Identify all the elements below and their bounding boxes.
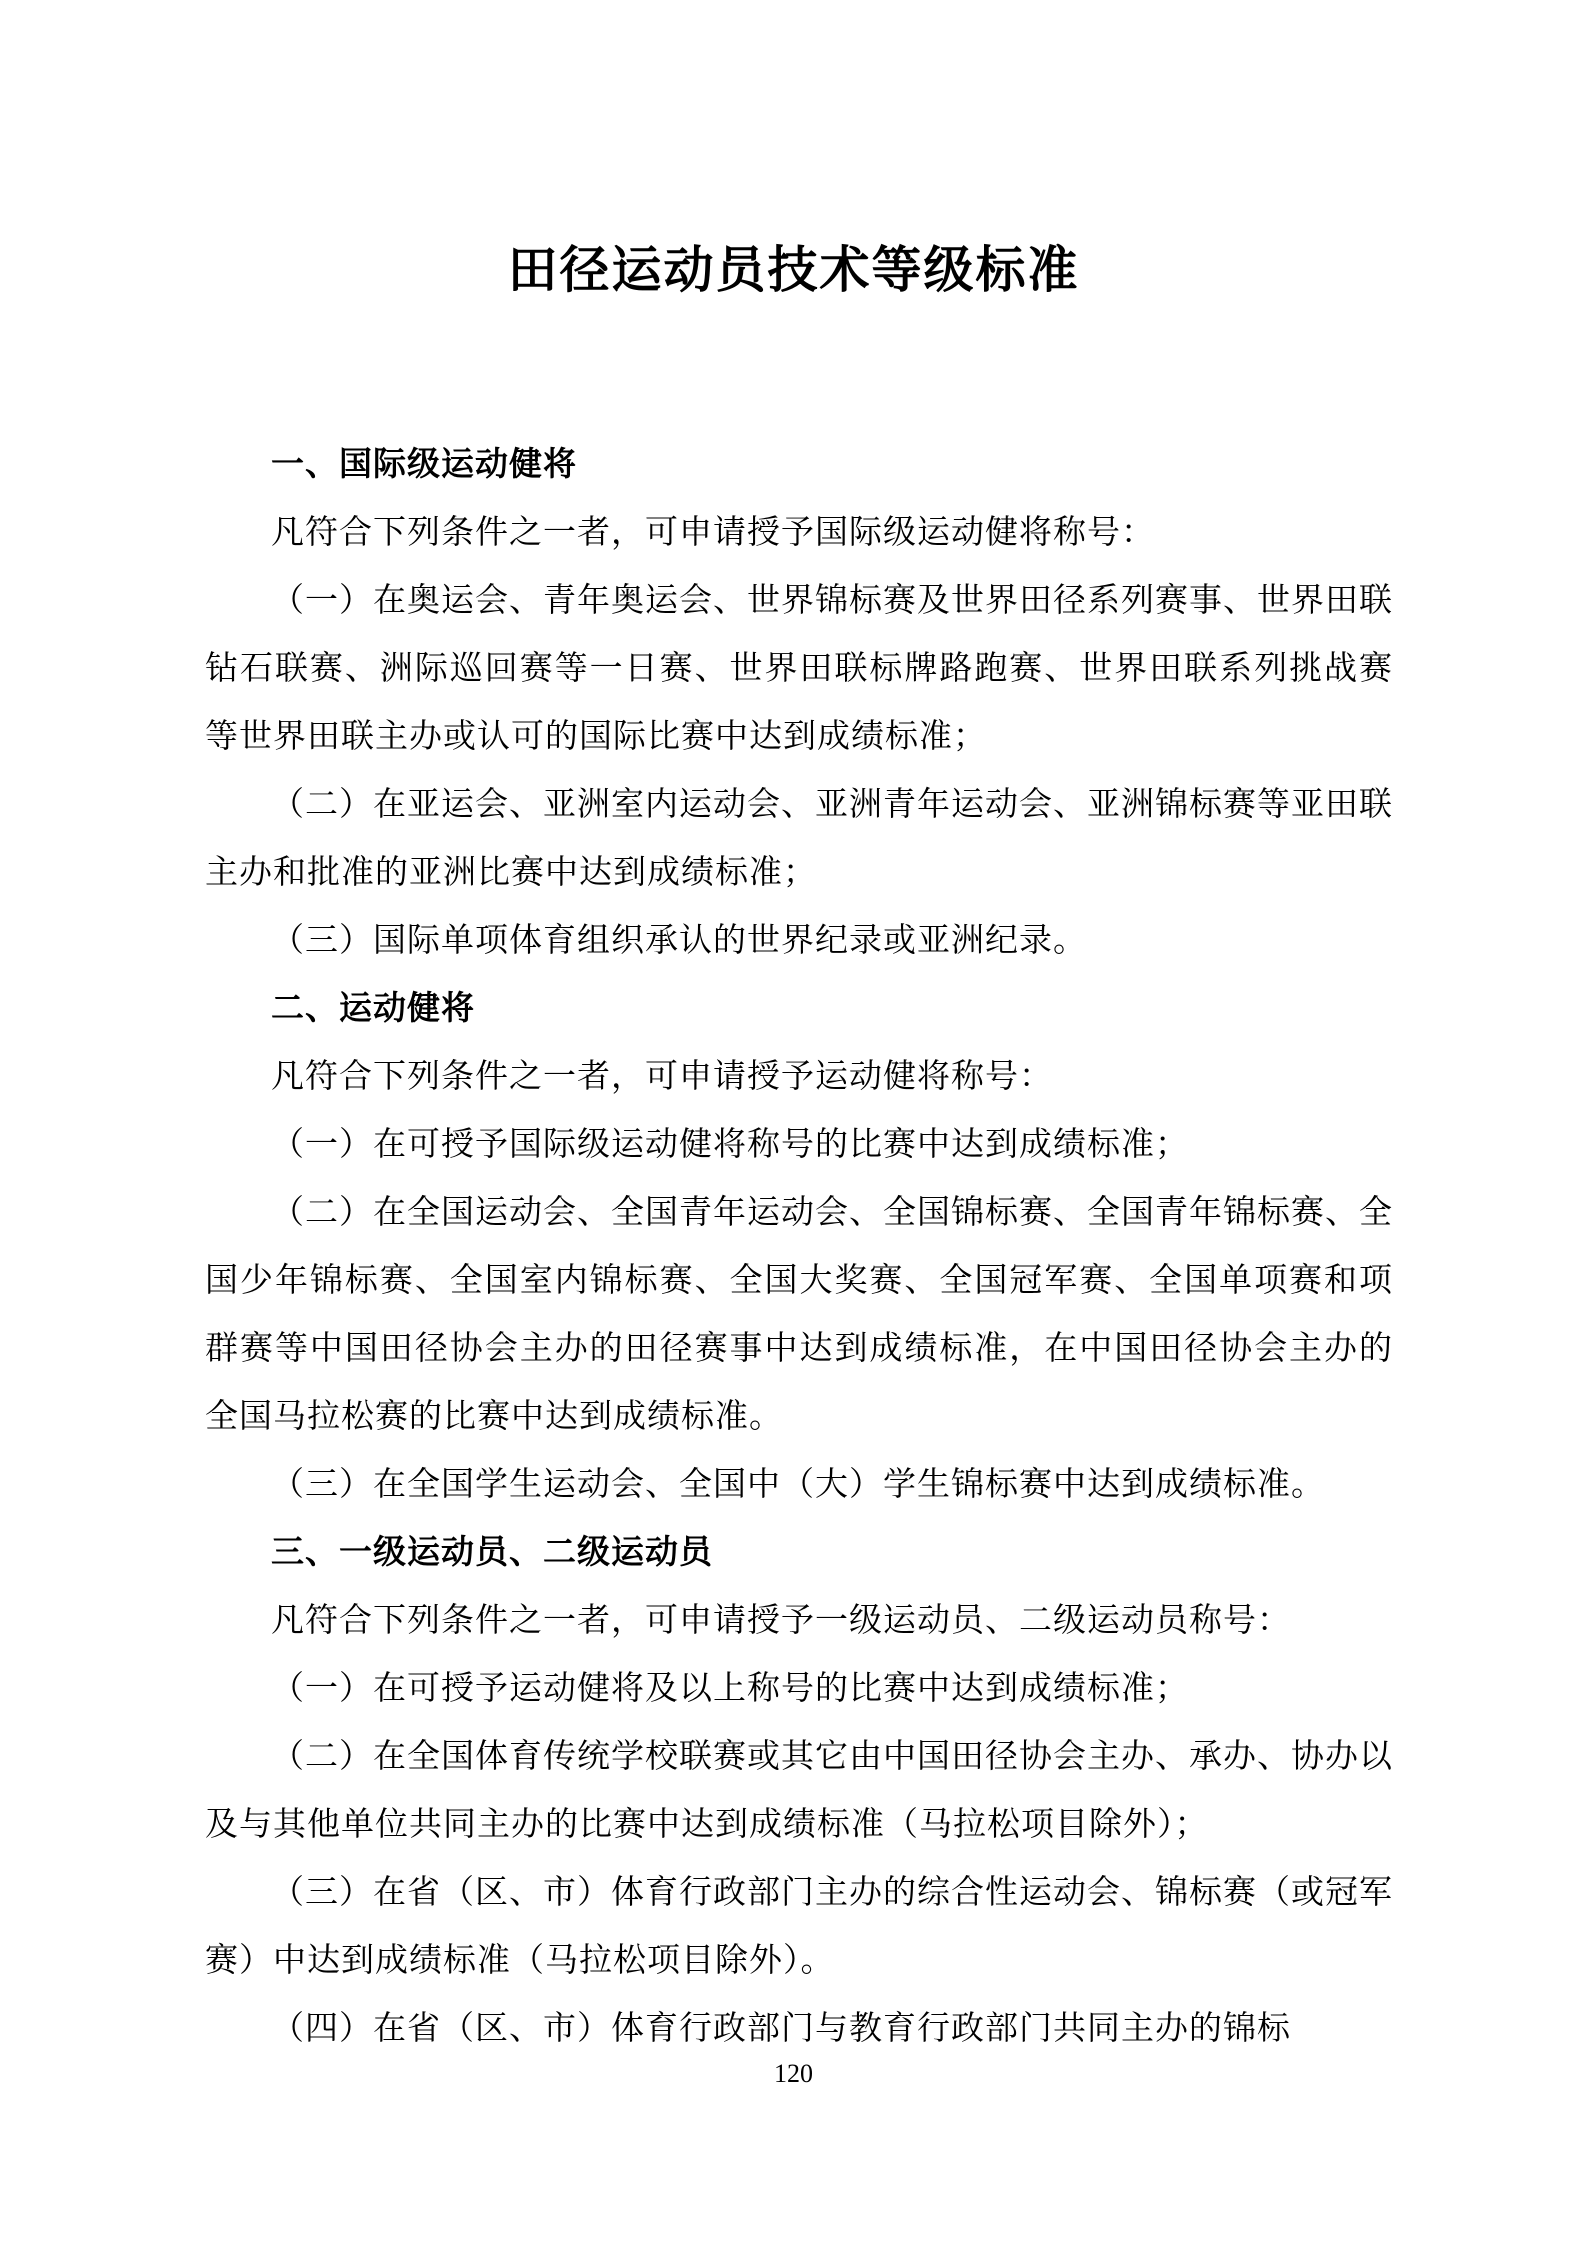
- paragraph: （二）在亚运会、亚洲室内运动会、亚洲青年运动会、亚洲锦标赛等亚田联主办和批准的亚洲比赛中达到成绩标准；: [205, 784, 1393, 891]
- paragraph: （三）在省（区、市）体育行政部门主办的综合性运动会、锦标赛（或冠军赛）中达到成绩标准（马拉松项目除外）。: [205, 1872, 1393, 1979]
- section-heading: 二、运动健将: [271, 988, 475, 1027]
- paragraph: （二）在全国体育传统学校联赛或其它由中国田径协会主办、承办、协办以及与其他单位共同主办的比赛中达到成绩标准（马拉松项目除外）；: [205, 1736, 1393, 1843]
- page-number: 120: [774, 2059, 813, 2088]
- paragraph: （一）在奥运会、青年奥运会、世界锦标赛及世界田径系列赛事、世界田联钻石联赛、洲际巡回赛等一日赛、世界田联标牌路跑赛、世界田联系列挑战赛等世界田联主办或认可的国际比赛中达到成绩标准；: [205, 580, 1393, 755]
- paragraph: 凡符合下列条件之一者，可申请授予运动健将称号：: [271, 1056, 1053, 1095]
- document-title: 田径运动员技术等级标准: [507, 241, 1080, 299]
- paragraph: （一）在可授予运动健将及以上称号的比赛中达到成绩标准；: [271, 1668, 1189, 1707]
- paragraph: 凡符合下列条件之一者，可申请授予一级运动员、二级运动员称号：: [271, 1600, 1291, 1639]
- paragraph: （二）在全国运动会、全国青年运动会、全国锦标赛、全国青年锦标赛、全国少年锦标赛、全国室内锦标赛、全国大奖赛、全国冠军赛、全国单项赛和项群赛等中国田径协会主办的田径赛事中达到成绩标准，在中国田径协会主办的全国马拉松赛的比赛中达到成绩标准。: [205, 1192, 1393, 1435]
- paragraph: 凡符合下列条件之一者，可申请授予国际级运动健将称号：: [271, 512, 1155, 551]
- paragraph: （三）国际单项体育组织承认的世界纪录或亚洲纪录。: [271, 920, 1087, 959]
- section-heading: 一、国际级运动健将: [271, 444, 577, 483]
- paragraph: （三）在全国学生运动会、全国中（大）学生锦标赛中达到成绩标准。: [271, 1464, 1325, 1503]
- paragraph: （一）在可授予国际级运动健将称号的比赛中达到成绩标准；: [271, 1124, 1189, 1163]
- document-body: [205, 430, 1393, 2062]
- paragraph: （四）在省（区、市）体育行政部门与教育行政部门共同主办的锦标: [271, 2008, 1291, 2047]
- section-heading: 三、一级运动员、二级运动员: [271, 1532, 713, 1571]
